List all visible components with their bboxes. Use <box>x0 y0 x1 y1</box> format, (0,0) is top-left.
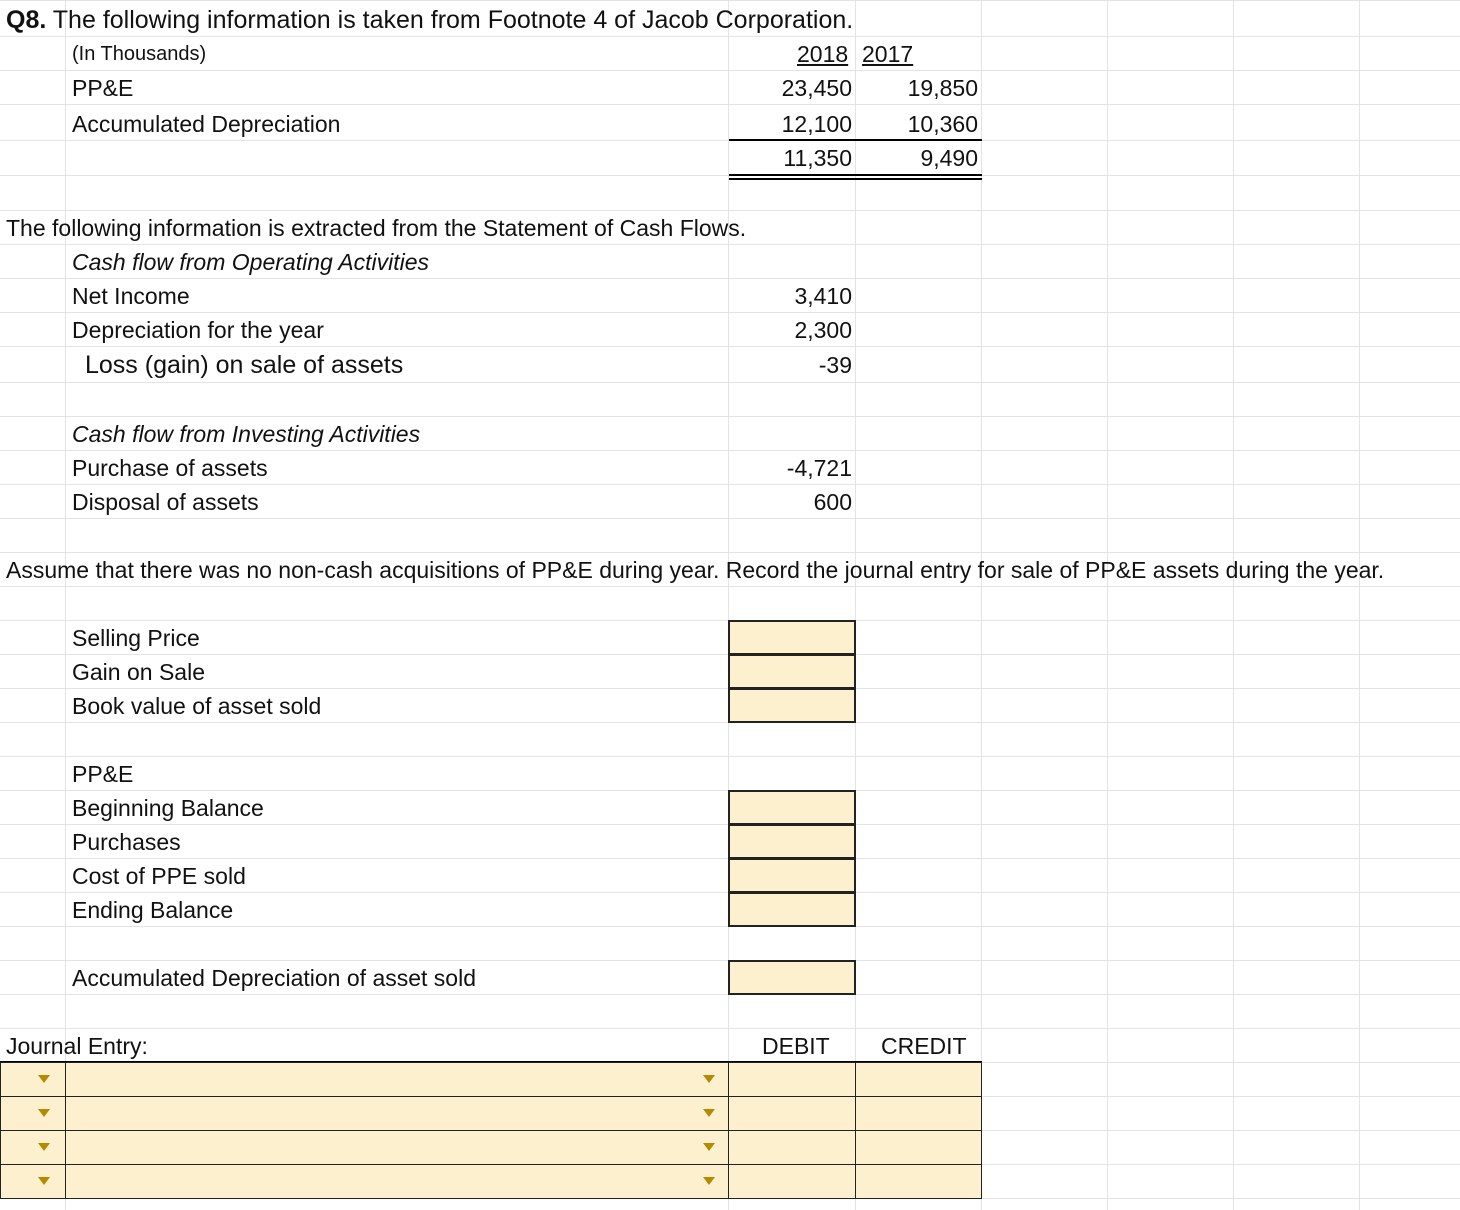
journal-indent-dropdown[interactable] <box>0 1062 66 1097</box>
journal-indent-dropdown[interactable] <box>0 1130 66 1165</box>
gain-on-sale-input[interactable] <box>728 654 856 689</box>
ppe-label: Ending Balance <box>72 897 234 923</box>
accum-dep-sold-label: Accumulated Depreciation of asset sold <box>72 965 476 991</box>
ppe-label: Purchases <box>72 829 181 855</box>
operating-item-label: Net Income <box>72 283 190 309</box>
investing-item-label: Purchase of assets <box>72 455 268 481</box>
grid-col-line <box>728 0 729 1210</box>
ppe-heading: PP&E <box>72 761 134 787</box>
journal-debit-input[interactable] <box>728 1164 856 1199</box>
footnote-2018-value: 12,100 <box>781 111 852 137</box>
dropdown-arrow-icon[interactable] <box>38 1143 50 1151</box>
ending-balance-input[interactable] <box>728 892 856 927</box>
grid-col-line <box>1233 0 1234 1210</box>
footnote-2017-net: 9,490 <box>920 145 978 171</box>
grid-row-line <box>0 382 1460 383</box>
journal-account-dropdown[interactable] <box>65 1062 729 1097</box>
journal-account-dropdown[interactable] <box>65 1130 729 1165</box>
journal-credit-input[interactable] <box>855 1096 982 1131</box>
operating-item-value: 2,300 <box>794 317 852 343</box>
cost-of-ppe-sold-input[interactable] <box>728 858 856 893</box>
purchases-input[interactable] <box>728 824 856 859</box>
debit-header: DEBIT <box>762 1033 830 1059</box>
footnote-row-label: Accumulated Depreciation <box>72 111 341 137</box>
operating-item-label: Loss (gain) on sale of assets <box>85 351 404 379</box>
investing-item-label: Disposal of assets <box>72 489 259 515</box>
investing-item-value: 600 <box>813 489 852 515</box>
investing-heading: Cash flow from Investing Activities <box>72 421 421 447</box>
investing-item-value: -4,721 <box>786 455 852 481</box>
operating-item-value: 3,410 <box>794 283 852 309</box>
dropdown-arrow-icon[interactable] <box>38 1075 50 1083</box>
grid-col-line <box>1107 0 1108 1210</box>
selling-price-input[interactable] <box>728 620 856 655</box>
journal-debit-input[interactable] <box>728 1062 856 1097</box>
journal-indent-dropdown[interactable] <box>0 1096 66 1131</box>
operating-heading: Cash flow from Operating Activities <box>72 249 430 275</box>
question-title <box>6 3 853 37</box>
dropdown-arrow-icon[interactable] <box>38 1177 50 1185</box>
accum-dep-sold-input[interactable] <box>728 960 856 995</box>
operating-item-label: Depreciation for the year <box>72 317 324 343</box>
cashflow-intro: The following information is extracted from the Statement of Cash Flows. <box>6 215 747 241</box>
dropdown-arrow-icon[interactable] <box>703 1143 715 1151</box>
dropdown-arrow-icon[interactable] <box>38 1109 50 1117</box>
year-2017-header: 2017 <box>862 41 914 67</box>
question-number: Q8. <box>6 6 47 34</box>
ppe-label: Cost of PPE sold <box>72 863 246 889</box>
grid-col-line <box>1359 0 1360 1210</box>
dropdown-arrow-icon[interactable] <box>703 1177 715 1185</box>
grid-row-line <box>0 756 1460 757</box>
dropdown-arrow-icon[interactable] <box>703 1075 715 1083</box>
journal-account-dropdown[interactable] <box>65 1164 729 1199</box>
footnote-row-label: PP&E <box>72 75 134 101</box>
dropdown-arrow-icon[interactable] <box>703 1109 715 1117</box>
beginning-balance-input[interactable] <box>728 790 856 825</box>
journal-credit-input[interactable] <box>855 1130 982 1165</box>
footnote-2017-value: 10,360 <box>907 111 978 137</box>
instruction-text: Assume that there was no non-cash acquisitions of PP&E during year. Record the journal entry for sale of PP&E assets during the year. <box>6 557 1385 583</box>
unit-label: (In Thousands) <box>72 43 207 65</box>
double-underline-bottom <box>729 178 982 180</box>
ppe-label: Beginning Balance <box>72 795 264 821</box>
operating-item-value: -39 <box>818 352 852 378</box>
journal-credit-input[interactable] <box>855 1164 982 1199</box>
journal-account-dropdown[interactable] <box>65 1096 729 1131</box>
footnote-2018-value: 23,450 <box>781 75 852 101</box>
journal-debit-input[interactable] <box>728 1096 856 1131</box>
book-value-input[interactable] <box>728 688 856 723</box>
grid-row-line <box>0 0 1460 1</box>
sale-label: Book value of asset sold <box>72 693 322 719</box>
grid-col-line <box>981 0 982 1210</box>
grid-col-line <box>855 0 856 1210</box>
journal-debit-input[interactable] <box>728 1130 856 1165</box>
year-2018-header: 2018 <box>797 41 849 67</box>
sale-label: Gain on Sale <box>72 659 205 685</box>
double-underline-top <box>729 174 982 176</box>
footnote-2018-net: 11,350 <box>783 145 852 171</box>
journal-indent-dropdown[interactable] <box>0 1164 66 1199</box>
credit-header: CREDIT <box>881 1033 967 1059</box>
sale-label: Selling Price <box>72 625 200 651</box>
question-text: The following information is taken from Footnote 4 of Jacob Corporation. <box>46 6 854 34</box>
footnote-2017-value: 19,850 <box>907 75 978 101</box>
journal-entry-label: Journal Entry: <box>6 1033 148 1059</box>
journal-credit-input[interactable] <box>855 1062 982 1097</box>
grid-row-line <box>0 1028 1460 1029</box>
